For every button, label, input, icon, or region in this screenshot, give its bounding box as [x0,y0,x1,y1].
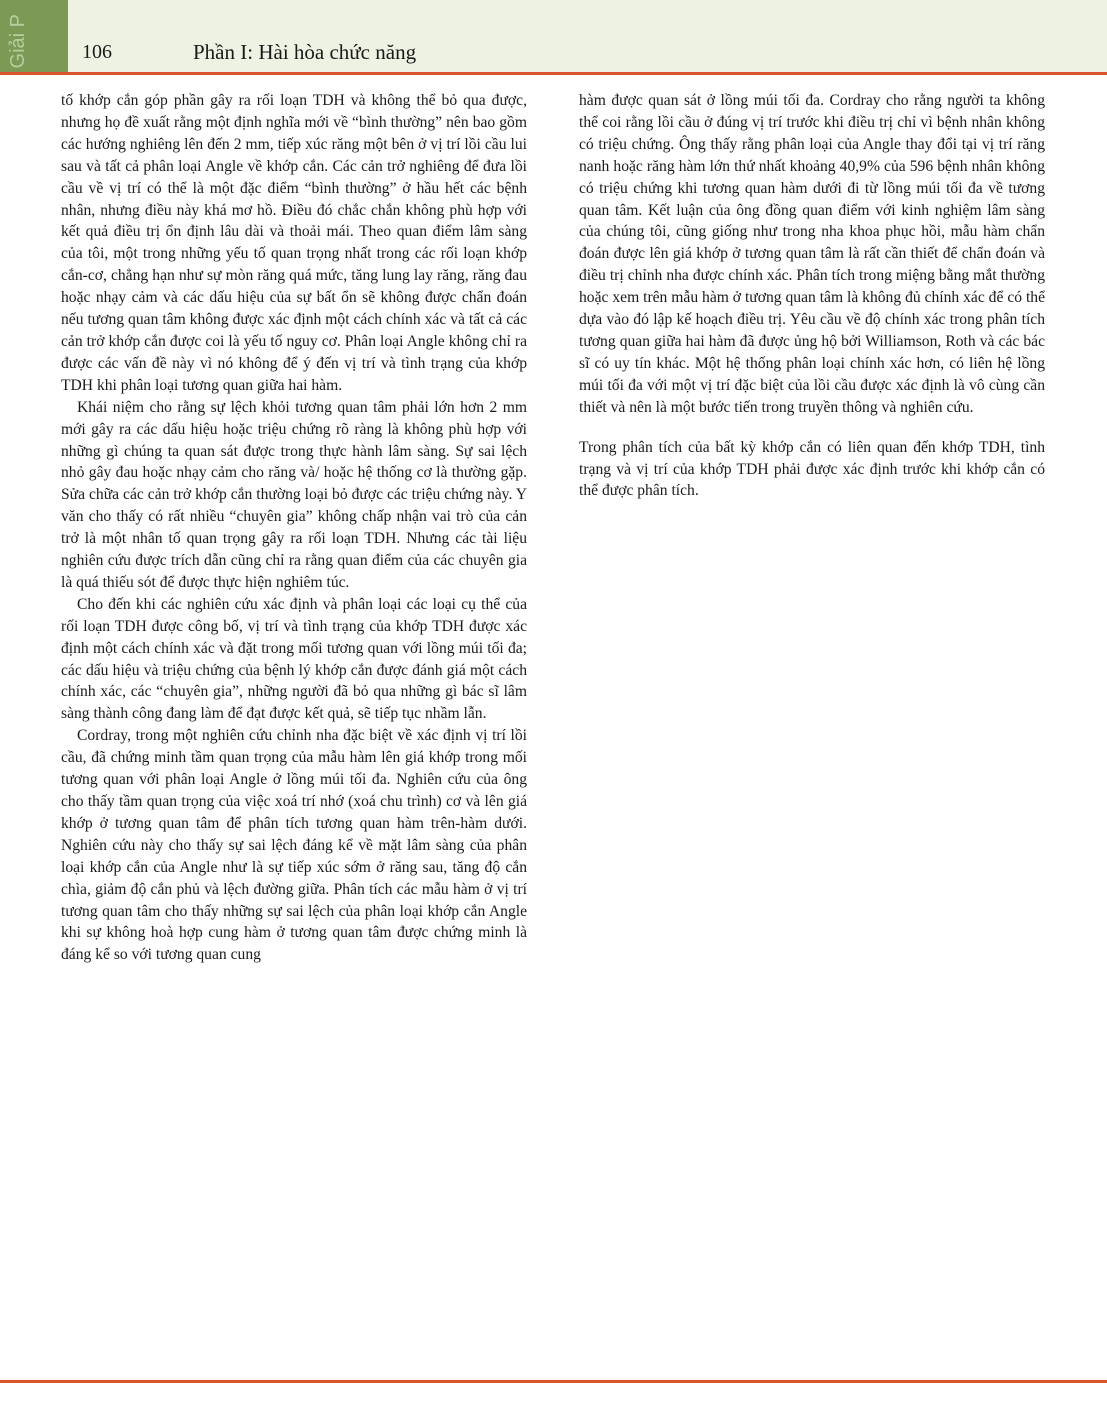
paragraph: Trong phân tích của bất kỳ khớp cắn có liên quan đến khớp TDH, tình trạng và vị trí của khớp TDH phải được xác định trước khi khớp cắn có thể được phân tích. [579,438,1045,500]
chapter-side-tab [0,0,68,72]
paragraph: Khái niệm cho rằng sự lệch khỏi tương quan tâm phải lớn hơn 2 mm mới gây ra các dấu hiệu hoặc triệu chứng rõ ràng là không phù hợp với những gì chúng ta quan sát được trong thực hành lâm sàng. Sự sai lệch nhỏ gây đau hoặc nhạy cảm cho răng và/ hoặc hệ thống cơ là thường gặp. Sửa chữa các cản trở khớp cắn thường loại bỏ được các triệu chứng này. Y văn cho thấy có rất nhiều “chuyên gia” không chấp nhận vai trò của cản trở là một nhân tố quan trọng gây ra rối loạn TDH. Nhưng các tài liệu nghiên cứu được trích dẫn cũng chỉ ra rằng quan điểm của các chuyên gia là quá thiếu sót để được thực hiện nghiêm túc. [61,398,527,591]
paragraph: Cho đến khi các nghiên cứu xác định và phân loại các loại cụ thể của rối loạn TDH được công bố, vị trí và tình trạng của khớp TDH được xác định một cách chính xác và đặt trong mối tương quan với lồng múi tối đa; các dấu hiệu và triệu chứng của bệnh lý khớp cắn được đánh giá một cách chính xác, các “chuyên gia”, những người đã bỏ qua những gì bác sĩ lâm sàng thành công đang làm để đạt được kết quả, sẽ tiếp tục nhầm lẫn. [61,595,527,723]
right-column [579,90,1045,502]
footer-rule [0,1380,1107,1383]
header-rule [0,72,1107,75]
header-band [0,0,1107,72]
paragraph: hàm được quan sát ở lồng múi tối đa. Cordray cho rằng người ta không thể coi rằng lồi cầu ở đúng vị trí trước khi điều trị chỉ vì bệnh nhân không có triệu chứng. Ông thấy rằng phân loại của Angle thay đổi tại vị trí răng nanh hoặc răng hàm lớn thứ nhất khoảng 40,9% của 596 bệnh nhân không có triệu chứng khi tương quan hàm dưới đi từ lồng múi tối đa về tương quan tâm. Kết luận của ông đồng quan điểm với kinh nghiệm lâm sàng của chúng tôi, cũng giống như trong nha khoa phục hồi, mẫu hàm chẩn đoán được lên giá khớp ở tương quan tâm là rất cần thiết để chẩn đoán và điều trị chỉnh nha được chính xác. Phân tích trong miệng bằng mắt thường hoặc xem trên mẫu hàm ở tương quan tâm là không đủ chính xác để có thể dựa vào đó lập kế hoạch điều trị. Yêu cầu về độ chính xác trong phân tích tương quan giữa hai hàm đã được ủng hộ bởi Williamson, Roth và các bác sĩ có uy tín khác. Một hệ thống phân loại chính xác hơn, có liên hệ lồng múi tối đa với một vị trí đặc biệt của lồi cầu được xác định là vô cùng cần thiết và nên là một bước tiến trong truyền thông và nghiên cứu. [579,92,1045,416]
paragraph: tố khớp cắn góp phần gây ra rối loạn TDH và không thể bỏ qua được, nhưng họ đề xuất rằng một định nghĩa mới về “bình thường” nên bao gồm các hướng nghiêng lên đến 2 mm, tiếp xúc răng một bên ở vị trí lồi cầu lui sau và tất cả phân loại Angle về khớp cắn. Các cản trở nghiêng để đưa lồi cầu về vị trí có thể là một đặc điểm “bình thường” ở hầu hết các bệnh nhân, nhưng điều này khá mơ hồ. Điều đó chắc chắn không phù hợp với kết quả điều trị ổn định lâu dài và thoải mái. Theo quan điểm lâm sàng của tôi, một trong những yếu tố quan trọng nhất trong các rối loạn khớp cắn-cơ, chẳng hạn như sự mòn răng quá mức, tăng lung lay răng, răng đau hoặc nhạy cảm và các dấu hiệu của sự bất ổn sẽ không được chẩn đoán nếu tương quan tâm không được xác định một cách chính xác và tất cả các cản trở khớp cắn được coi là yếu tố nguy cơ. Phân loại Angle không chỉ ra được các vấn đề này vì nó không để ý đến vị trí và tình trạng của khớp TDH khi phân loại tương quan giữa hai hàm. [61,92,527,394]
page-number: 106 [82,41,112,63]
left-column [61,90,527,966]
paragraph: Cordray, trong một nghiên cứu chỉnh nha đặc biệt về xác định vị trí lồi cầu, đã chứng minh tầm quan trọng của mẫu hàm lên giá khớp trong mối tương quan với phân loại Angle ở lồng múi tối đa. Nghiên cứu của ông cho thấy tầm quan trọng của việc xoá trí nhớ (xoá chu trình) cơ và lên giá khớp ở tương quan tâm để phân tích tương quan hàm trên-hàm dưới. Nghiên cứu này cho thấy sự sai lệch đáng kể về mặt lâm sàng của phân loại khớp cắn của Angle như là sự tiếp xúc sớm ở răng sau, tăng độ cắn chìa, giảm độ cắn phủ và lệch đường giữa. Phân tích các mẫu hàm ở vị trí tương quan tâm cho thấy những sự sai lệch của phân loại khớp cắn Angle khi sự không hoà hợp cung hàm ở tương quan tâm được chứng minh là đáng kể so với tương quan cung [61,727,527,964]
side-tab-label: Giải P [7,14,29,69]
running-title: Phần I: Hài hòa chức năng [193,40,417,64]
